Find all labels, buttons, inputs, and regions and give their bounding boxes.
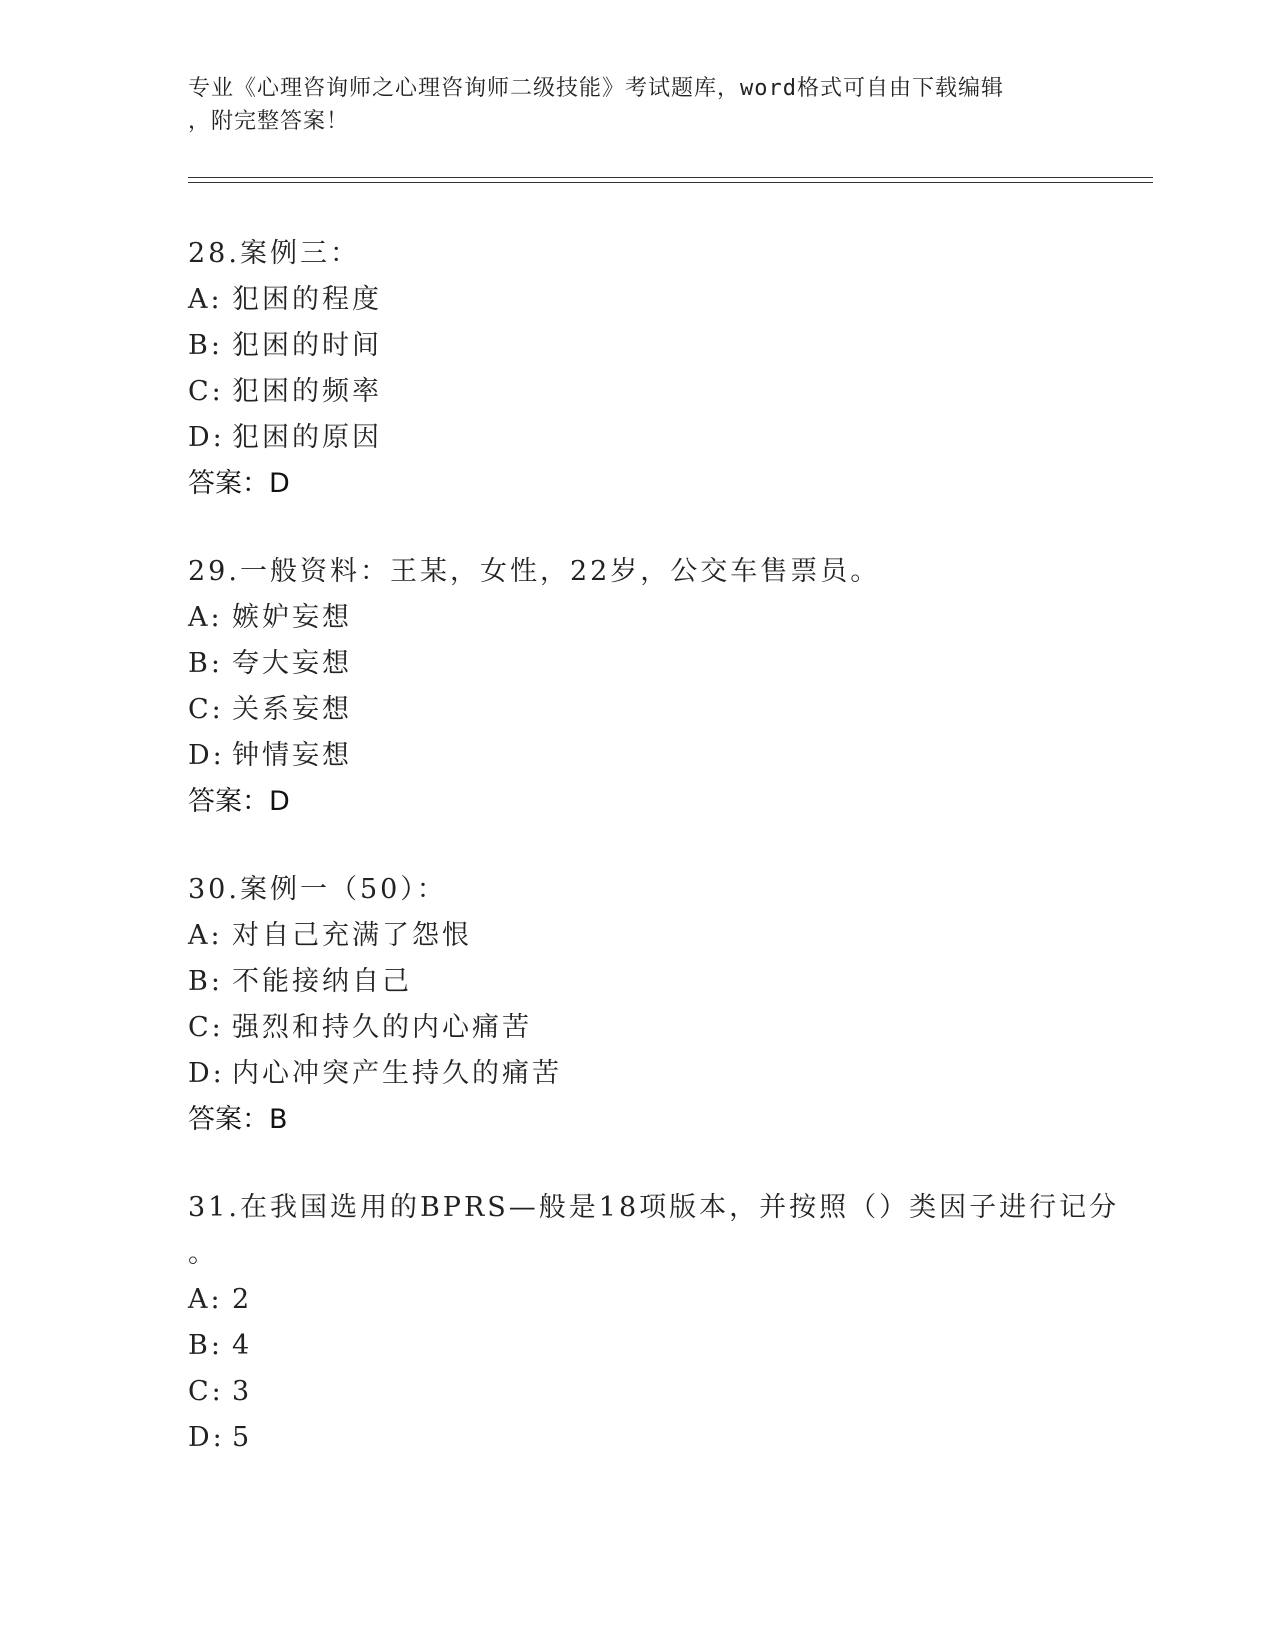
option-label: D:	[188, 1058, 225, 1089]
option-c	[188, 1369, 1088, 1415]
option-label: A:	[188, 920, 223, 951]
option-a	[188, 913, 1088, 959]
option-label: D:	[188, 422, 225, 453]
option-text: 犯困的程度	[232, 284, 382, 315]
option-label: B:	[188, 648, 223, 679]
option-text: 嫉妒妄想	[232, 602, 352, 633]
option-text: 犯困的时间	[232, 330, 382, 361]
option-text: 5	[232, 1422, 253, 1453]
answer-line: 答案：D	[188, 786, 290, 817]
option-label: C:	[188, 694, 224, 725]
answer-line: 答案：B	[188, 1104, 288, 1135]
option-d	[188, 1051, 1088, 1097]
option-b	[188, 323, 1088, 369]
option-text: 内心冲突产生持久的痛苦	[232, 1058, 562, 1089]
option-c	[188, 369, 1088, 415]
option-text: 犯困的频率	[232, 376, 382, 407]
option-label: B:	[188, 966, 223, 997]
option-label: A:	[188, 284, 223, 315]
option-label: C:	[188, 1012, 224, 1043]
answer-line: 答案：D	[188, 468, 290, 499]
document-header	[188, 72, 1068, 138]
question-28	[188, 231, 1088, 507]
option-label: C:	[188, 376, 224, 407]
question-stem-continuation: 。	[188, 1238, 218, 1269]
header-divider-top	[188, 177, 1153, 178]
option-d	[188, 1415, 1088, 1461]
option-d	[188, 415, 1088, 461]
option-label: D:	[188, 1422, 225, 1453]
option-a	[188, 277, 1088, 323]
question-30	[188, 867, 1088, 1143]
option-b	[188, 641, 1088, 687]
header-line-2: ，附完整答案！	[188, 109, 350, 134]
option-b	[188, 1323, 1088, 1369]
question-31	[188, 1185, 1120, 1461]
option-c	[188, 687, 1088, 733]
option-text: 关系妄想	[232, 694, 352, 725]
option-a	[188, 1277, 1088, 1323]
question-stem: 28.案例三：	[188, 238, 360, 269]
header-line-1: 专业《心理咨询师之心理咨询师二级技能》考试题库，word格式可自由下载编辑	[188, 76, 1004, 101]
question-29	[188, 549, 1088, 825]
option-text: 钟情妄想	[232, 740, 352, 771]
option-text: 3	[232, 1376, 253, 1407]
option-label: B:	[188, 1330, 223, 1361]
option-d	[188, 733, 1088, 779]
option-text: 不能接纳自己	[232, 966, 412, 997]
option-label: C:	[188, 1376, 224, 1407]
option-label: A:	[188, 602, 223, 633]
option-text: 强烈和持久的内心痛苦	[232, 1012, 532, 1043]
option-label: B:	[188, 330, 223, 361]
option-label: A:	[188, 1284, 223, 1315]
question-stem: 30.案例一（50）：	[188, 874, 447, 905]
option-text: 4	[232, 1330, 253, 1361]
option-text: 对自己充满了怨恨	[232, 920, 472, 951]
question-stem: 31.在我国选用的BPRS—般是18项版本，并按照（）类因子进行记分	[188, 1192, 1120, 1223]
question-stem: 29.一般资料：王某，女性，22岁，公交车售票员。	[188, 556, 881, 587]
option-label: D:	[188, 740, 225, 771]
option-c	[188, 1005, 1088, 1051]
option-b	[188, 959, 1088, 1005]
option-text: 夸大妄想	[232, 648, 352, 679]
option-text: 2	[232, 1284, 253, 1315]
option-a	[188, 595, 1088, 641]
option-text: 犯困的原因	[232, 422, 382, 453]
header-divider-bottom	[188, 182, 1153, 183]
